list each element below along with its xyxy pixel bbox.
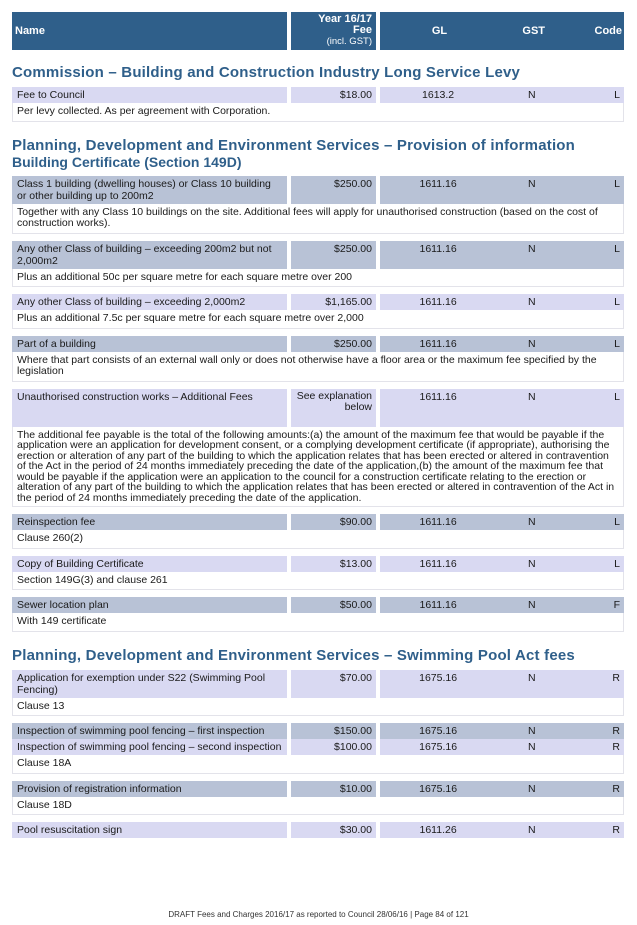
section-subtitle-building-certificate: Building Certificate (Section 149D) bbox=[12, 153, 242, 170]
table-header bbox=[12, 12, 624, 50]
fee-code: L bbox=[614, 390, 620, 403]
fee-name: Class 1 building (dwelling houses) or Class 10 building or other building up to 200m2 bbox=[12, 176, 287, 204]
header-gl: GL bbox=[431, 25, 448, 37]
section-title-provision-of-information: Planning, Development and Environment Services – Provision of information bbox=[12, 136, 576, 154]
fee-gl: 1611.16 bbox=[419, 599, 457, 611]
fee-amount: $90.00 bbox=[291, 514, 376, 530]
fee-row bbox=[12, 556, 624, 572]
fee-note: Plus an additional 50c per square metre for each square metre over 200 bbox=[12, 269, 624, 288]
fee-gst: N bbox=[527, 89, 536, 101]
fee-gst: N bbox=[527, 782, 536, 795]
fee-name: Part of a building bbox=[12, 336, 287, 352]
fee-code: R bbox=[612, 741, 620, 753]
fee-note: With 149 certificate bbox=[12, 613, 624, 632]
fee-amount: $30.00 bbox=[291, 822, 376, 838]
fee-gl: 1611.16 bbox=[419, 177, 457, 190]
fee-code: L bbox=[614, 177, 620, 190]
fee-gl: 1611.16 bbox=[419, 242, 457, 255]
fee-row bbox=[12, 389, 624, 427]
fee-note: Clause 18D bbox=[12, 797, 624, 816]
fee-gst: N bbox=[527, 516, 536, 528]
fee-name: Pool resuscitation sign bbox=[12, 822, 287, 838]
fee-code: L bbox=[614, 242, 620, 255]
fee-gl: 1611.16 bbox=[419, 390, 457, 403]
fee-name: Any other Class of building – exceeding 2,000m2 bbox=[12, 294, 287, 310]
fee-code: R bbox=[612, 824, 620, 836]
fee-amount: $18.00 bbox=[291, 87, 376, 103]
fee-name: Copy of Building Certificate bbox=[12, 556, 287, 572]
fee-amount: $1,165.00 bbox=[291, 294, 376, 310]
fee-gst: N bbox=[527, 557, 536, 570]
fee-note: Section 149G(3) and clause 261 bbox=[12, 572, 624, 591]
fee-row bbox=[12, 87, 624, 103]
fee-amount: $250.00 bbox=[291, 336, 376, 352]
fee-gst: N bbox=[527, 296, 536, 308]
fee-gl: 1611.26 bbox=[419, 824, 457, 836]
fee-note: Per levy collected. As per agreement with Corporation. bbox=[12, 103, 624, 122]
fee-amount: $70.00 bbox=[291, 670, 376, 698]
fee-gl: 1611.16 bbox=[419, 557, 457, 570]
fee-name: Sewer location plan bbox=[12, 597, 287, 613]
fee-code: L bbox=[614, 337, 620, 350]
fee-name: Provision of registration information bbox=[12, 781, 287, 797]
fee-amount: $100.00 bbox=[291, 739, 376, 755]
fee-gst: N bbox=[527, 390, 536, 403]
fee-code: L bbox=[614, 516, 620, 528]
fee-amount: $13.00 bbox=[291, 556, 376, 572]
fee-note: Clause 18A bbox=[12, 755, 624, 774]
section-title-long-service-levy: Commission – Building and Construction Industry Long Service Levy bbox=[12, 64, 521, 81]
fee-gst: N bbox=[527, 741, 536, 753]
fee-gl: 1675.16 bbox=[419, 671, 458, 684]
fee-code: L bbox=[614, 89, 620, 101]
header-fee bbox=[291, 12, 376, 50]
header-incl-gst: (incl. GST) bbox=[326, 36, 372, 47]
fee-row bbox=[12, 822, 624, 838]
fee-row bbox=[12, 670, 624, 698]
fee-row bbox=[12, 241, 624, 269]
fee-note: Clause 13 bbox=[12, 698, 624, 717]
fee-name: Inspection of swimming pool fencing – first inspection bbox=[12, 723, 287, 739]
fee-amount: $50.00 bbox=[291, 597, 376, 613]
header-fee-label: Fee bbox=[353, 24, 372, 36]
fee-code: R bbox=[612, 725, 620, 737]
fee-name: Reinspection fee bbox=[12, 514, 287, 530]
fee-row bbox=[12, 723, 624, 739]
fee-gst: N bbox=[527, 824, 536, 836]
fee-amount: See explanation below bbox=[291, 389, 376, 427]
fee-note: Together with any Class 10 buildings on the site. Additional fees will apply for unauthorised construction (based on the cost of construction works). bbox=[12, 204, 624, 234]
header-codes bbox=[380, 12, 624, 50]
fee-note: Clause 260(2) bbox=[12, 530, 624, 549]
fee-row bbox=[12, 294, 624, 310]
fee-code: F bbox=[613, 599, 620, 611]
fee-gl: 1675.16 bbox=[419, 725, 458, 737]
fee-row bbox=[12, 597, 624, 613]
header-code: Code bbox=[594, 25, 622, 37]
fee-row bbox=[12, 514, 624, 530]
page-footer: DRAFT Fees and Charges 2016/17 as reported to Council 28/06/16 | Page 84 of 121 bbox=[168, 910, 469, 919]
fee-name: Unauthorised construction works – Additional Fees bbox=[12, 389, 287, 427]
fee-row bbox=[12, 176, 624, 204]
fee-gl: 1611.16 bbox=[419, 516, 457, 528]
fee-row bbox=[12, 781, 624, 797]
section-title-swimming-pool: Planning, Development and Environment Services – Swimming Pool Act fees bbox=[12, 646, 575, 664]
fee-gl: 1611.16 bbox=[419, 296, 457, 308]
fee-gst: N bbox=[527, 671, 536, 684]
fee-note: Where that part consists of an external wall only or does not otherwise have a floor area or the maximum fee specified by the legislation bbox=[12, 352, 624, 382]
header-name: Name bbox=[12, 12, 287, 50]
fees-document bbox=[12, 12, 624, 838]
fee-amount: $250.00 bbox=[291, 241, 376, 269]
fee-amount: $250.00 bbox=[291, 176, 376, 204]
fee-name: Inspection of swimming pool fencing – second inspection bbox=[12, 739, 287, 755]
fee-row bbox=[12, 739, 624, 755]
header-year: Year 16/17 bbox=[318, 13, 372, 25]
fee-gst: N bbox=[527, 599, 536, 611]
header-gst: GST bbox=[522, 25, 546, 37]
fee-code: R bbox=[612, 782, 620, 795]
fee-gst: N bbox=[527, 725, 536, 737]
fee-gst: N bbox=[527, 337, 536, 350]
fee-name: Fee to Council bbox=[12, 87, 287, 103]
fee-gst: N bbox=[527, 177, 536, 190]
fee-note: Plus an additional 7.5c per square metre for each square metre over 2,000 bbox=[12, 310, 624, 329]
fee-amount: $10.00 bbox=[291, 781, 376, 797]
fee-name: Application for exemption under S22 (Swimming Pool Fencing) bbox=[12, 670, 287, 698]
fee-gl: 1675.16 bbox=[419, 782, 458, 795]
fee-amount: $150.00 bbox=[291, 723, 376, 739]
fee-row bbox=[12, 336, 624, 352]
fee-code: R bbox=[612, 671, 620, 684]
fee-note: The additional fee payable is the total of the following amounts:(a) the amount of the maximum fee that would be payable if the application were an application for development consent, or a complying development certificate (if appropriate), authorising the erection or alteration of any part of the building to which the application relates that has been erected or altered in contravention of the Act in the period of 24 months immediately preceding the date of the application,(b) the amount of the maximum fee that would be payable if the application were an application to the council for a construction certificate relating to the erection or alteration of any part of the building to which the application relates that has been erected or altered in contravention of the Act in the period of 24 months immediately preceding the date of the application. bbox=[12, 427, 624, 508]
fee-name: Any other Class of building – exceeding 200m2 but not 2,000m2 bbox=[12, 241, 287, 269]
fee-gl: 1613.2 bbox=[422, 89, 455, 101]
fee-gst: N bbox=[527, 242, 536, 255]
fee-code: L bbox=[614, 557, 620, 570]
fee-code: L bbox=[614, 296, 620, 308]
fee-gl: 1611.16 bbox=[419, 337, 457, 350]
fee-gl: 1675.16 bbox=[419, 741, 458, 753]
